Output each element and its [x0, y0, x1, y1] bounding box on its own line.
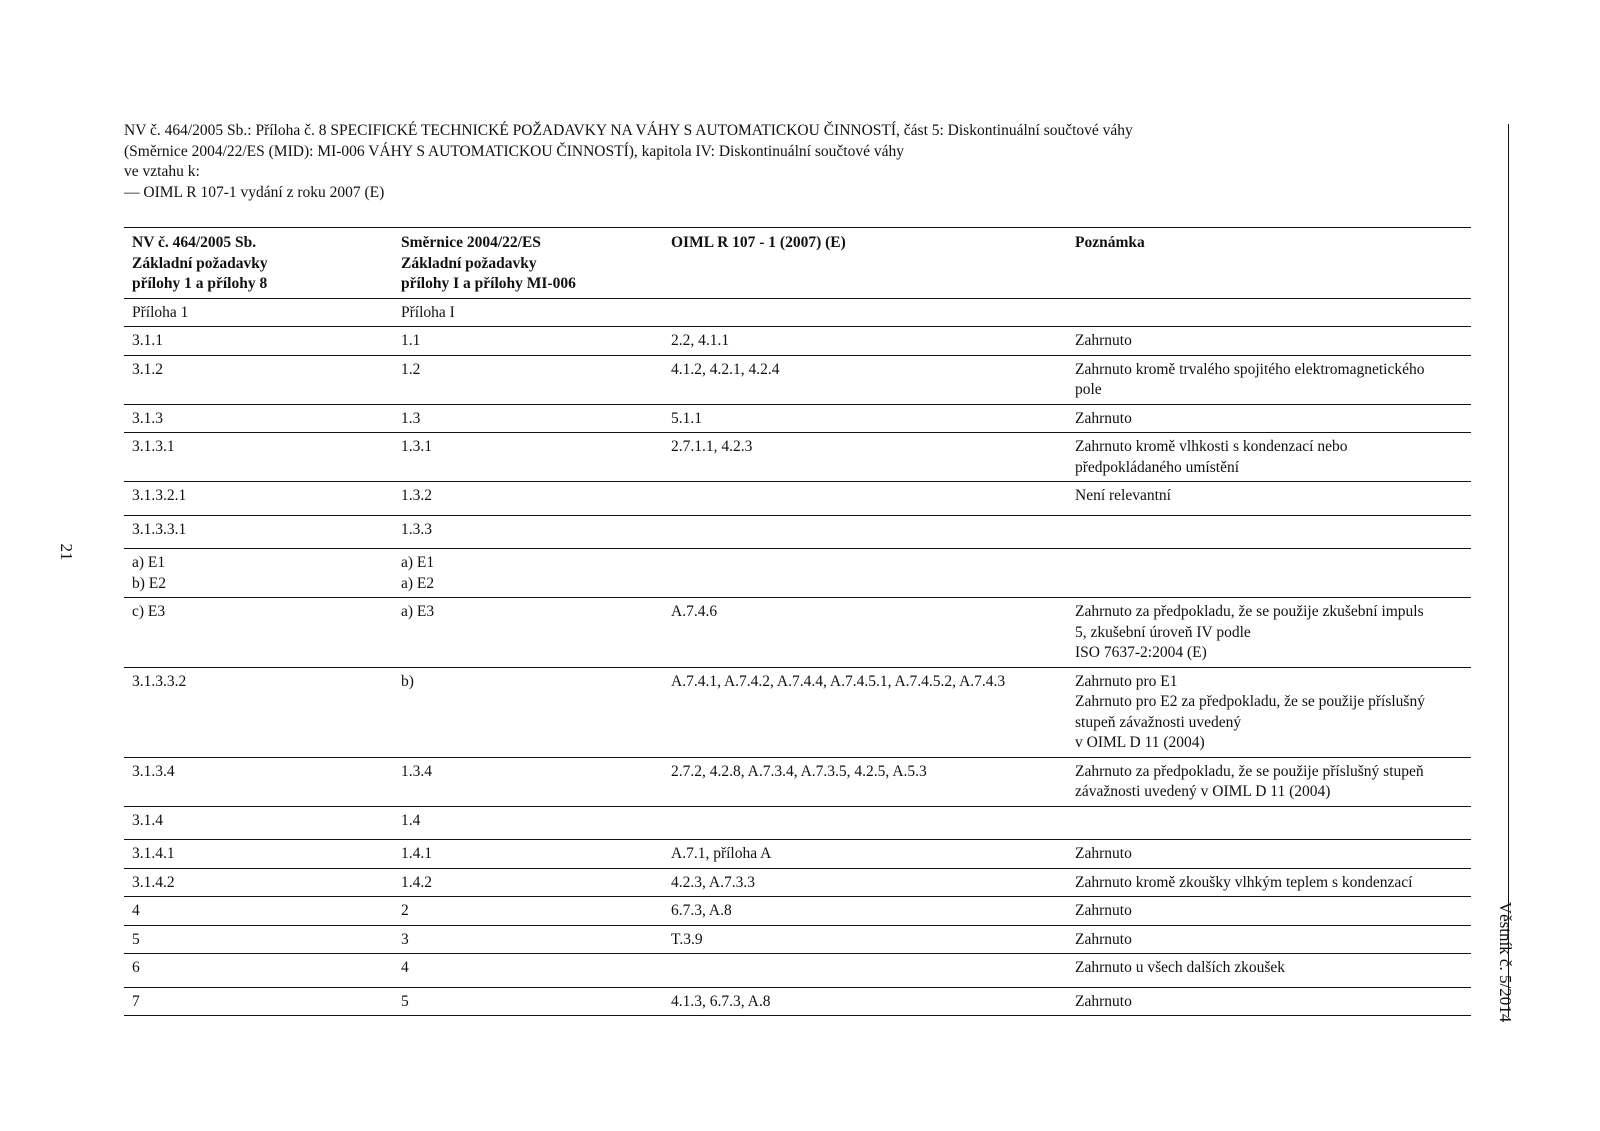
header-line-oiml: — OIML R 107-1 vydání z roku 2007 (E)	[124, 183, 385, 201]
cell-directive: 4	[393, 954, 663, 988]
cell-directive: 3	[393, 925, 663, 954]
cell-nv: 3.1.4.1	[124, 840, 393, 869]
cell-directive: 1.3.1	[393, 433, 663, 482]
table-row	[124, 987, 1471, 1016]
cell-note: Zahrnuto u všech dalších zkoušek	[1067, 954, 1471, 988]
cell-note: Zahrnuto pro E1 Zahrnuto pro E2 za předpokladu, že se použije příslušný stupeň závažnosti uvedený v OIML D 11 (2004)	[1067, 667, 1471, 757]
cell-oiml: A.7.4.1, A.7.4.2, A.7.4.4, A.7.4.5.1, A.7.4.5.2, A.7.4.3	[663, 667, 1067, 757]
cell-note: Zahrnuto	[1067, 925, 1471, 954]
column-header-oiml: OIML R 107 - 1 (2007) (E)	[663, 228, 1067, 299]
table-row	[124, 515, 1471, 549]
cell-nv: 4	[124, 897, 393, 926]
table-row	[124, 355, 1471, 404]
cell-oiml: 4.1.3, 6.7.3, A.8	[663, 987, 1067, 1016]
cell-note: Zahrnuto za předpokladu, že se použije příslušný stupeň závažnosti uvedený v OIML D 11 (2004)	[1067, 757, 1471, 806]
table-row	[124, 667, 1471, 757]
cell-directive: 1.3	[393, 404, 663, 433]
table-row	[124, 598, 1471, 668]
cell-oiml: A.7.1, příloha A	[663, 840, 1067, 869]
cell-directive: 1.4	[393, 806, 663, 840]
cell-oiml	[663, 298, 1067, 327]
table-row	[124, 298, 1471, 327]
table-row	[124, 404, 1471, 433]
cell-note: Zahrnuto	[1067, 404, 1471, 433]
cell-nv: 3.1.3	[124, 404, 393, 433]
cell-oiml	[663, 515, 1067, 549]
page-number: 21	[57, 543, 76, 561]
cell-nv: 3.1.3.2.1	[124, 482, 393, 516]
cell-oiml	[663, 482, 1067, 516]
cell-oiml: 2.7.2, 4.2.8, A.7.3.4, A.7.3.5, 4.2.5, A.5.3	[663, 757, 1067, 806]
cell-nv: 6	[124, 954, 393, 988]
header-line-relation: ve vztahu k:	[124, 163, 200, 180]
cell-oiml	[663, 954, 1067, 988]
table-row	[124, 868, 1471, 897]
cell-oiml: 4.2.3, A.7.3.3	[663, 868, 1067, 897]
table-row	[124, 757, 1471, 806]
column-header-nv: NV č. 464/2005 Sb. Základní požadavky přílohy 1 a přílohy 8	[124, 228, 393, 299]
cell-nv: Příloha 1	[124, 298, 393, 327]
cell-directive: a) E1 a) E2	[393, 549, 663, 598]
cell-note: Zahrnuto	[1067, 840, 1471, 869]
cell-nv: 3.1.3.4	[124, 757, 393, 806]
column-header-note: Poznámka	[1067, 228, 1471, 299]
document-header	[124, 121, 1464, 203]
cell-oiml: 2.7.1.1, 4.2.3	[663, 433, 1067, 482]
cell-note	[1067, 515, 1471, 549]
table-row	[124, 482, 1471, 516]
cell-directive: 1.3.2	[393, 482, 663, 516]
cell-directive: 1.1	[393, 327, 663, 356]
cell-nv: 3.1.3.1	[124, 433, 393, 482]
cell-directive: b)	[393, 667, 663, 757]
cell-note	[1067, 298, 1471, 327]
cell-note: Zahrnuto kromě trvalého spojitého elektromagnetického pole	[1067, 355, 1471, 404]
cell-note: Zahrnuto kromě vlhkosti s kondenzací nebo předpokládaného umístění	[1067, 433, 1471, 482]
column-header-directive: Směrnice 2004/22/ES Základní požadavky přílohy I a přílohy MI-006	[393, 228, 663, 299]
cell-note: Není relevantní	[1067, 482, 1471, 516]
cell-note: Zahrnuto	[1067, 327, 1471, 356]
cell-directive: 1.3.3	[393, 515, 663, 549]
cell-oiml: 2.2, 4.1.1	[663, 327, 1067, 356]
cell-directive: 1.4.2	[393, 868, 663, 897]
cell-oiml	[663, 806, 1067, 840]
cell-nv: 3.1.4	[124, 806, 393, 840]
cell-oiml: 5.1.1	[663, 404, 1067, 433]
cell-directive: 5	[393, 987, 663, 1016]
cell-directive: Příloha I	[393, 298, 663, 327]
table-row	[124, 840, 1471, 869]
table-header-row	[124, 228, 1471, 299]
header-line-directive: (Směrnice 2004/22/ES (MID): MI-006 VÁHY S AUTOMATICKOU ČINNOSTÍ), kapitola IV: Diskontinuální součtové váhy	[124, 142, 904, 160]
table-row	[124, 954, 1471, 988]
cell-directive: 1.2	[393, 355, 663, 404]
cell-nv: a) E1 b) E2	[124, 549, 393, 598]
table-row	[124, 327, 1471, 356]
cell-note	[1067, 806, 1471, 840]
table-row	[124, 806, 1471, 840]
cell-nv: c) E3	[124, 598, 393, 668]
cell-oiml: T.3.9	[663, 925, 1067, 954]
cell-oiml	[663, 549, 1067, 598]
cell-directive: 1.4.1	[393, 840, 663, 869]
cell-directive: 2	[393, 897, 663, 926]
table-row	[124, 549, 1471, 598]
cell-note: Zahrnuto za předpokladu, že se použije zkušební impuls 5, zkušební úroveň IV podle ISO 7637-2:2004 (E)	[1067, 598, 1471, 668]
cell-nv: 3.1.4.2	[124, 868, 393, 897]
cell-note: Zahrnuto	[1067, 897, 1471, 926]
cell-nv: 5	[124, 925, 393, 954]
cell-directive: a) E3	[393, 598, 663, 668]
cell-nv: 3.1.3.3.2	[124, 667, 393, 757]
cell-oiml: 6.7.3, A.8	[663, 897, 1067, 926]
correspondence-table	[124, 227, 1471, 1016]
cell-oiml: 4.1.2, 4.2.1, 4.2.4	[663, 355, 1067, 404]
table-row	[124, 433, 1471, 482]
cell-note	[1067, 549, 1471, 598]
cell-note: Zahrnuto kromě zkoušky vlhkým teplem s kondenzací	[1067, 868, 1471, 897]
cell-nv: 3.1.3.3.1	[124, 515, 393, 549]
cell-oiml: A.7.4.6	[663, 598, 1067, 668]
table-row	[124, 925, 1471, 954]
cell-nv: 7	[124, 987, 393, 1016]
header-line-regulation: NV č. 464/2005 Sb.: Příloha č. 8 SPECIFICKÉ TECHNICKÉ POŽADAVKY NA VÁHY S AUTOMATICKOU ČINNOSTÍ, část 5: Diskontinuální součtové váhy	[124, 122, 1133, 139]
journal-side-label: Věstník č. 5/2014	[1496, 901, 1515, 1023]
cell-nv: 3.1.2	[124, 355, 393, 404]
cell-note: Zahrnuto	[1067, 987, 1471, 1016]
cell-nv: 3.1.1	[124, 327, 393, 356]
table-row	[124, 897, 1471, 926]
cell-directive: 1.3.4	[393, 757, 663, 806]
